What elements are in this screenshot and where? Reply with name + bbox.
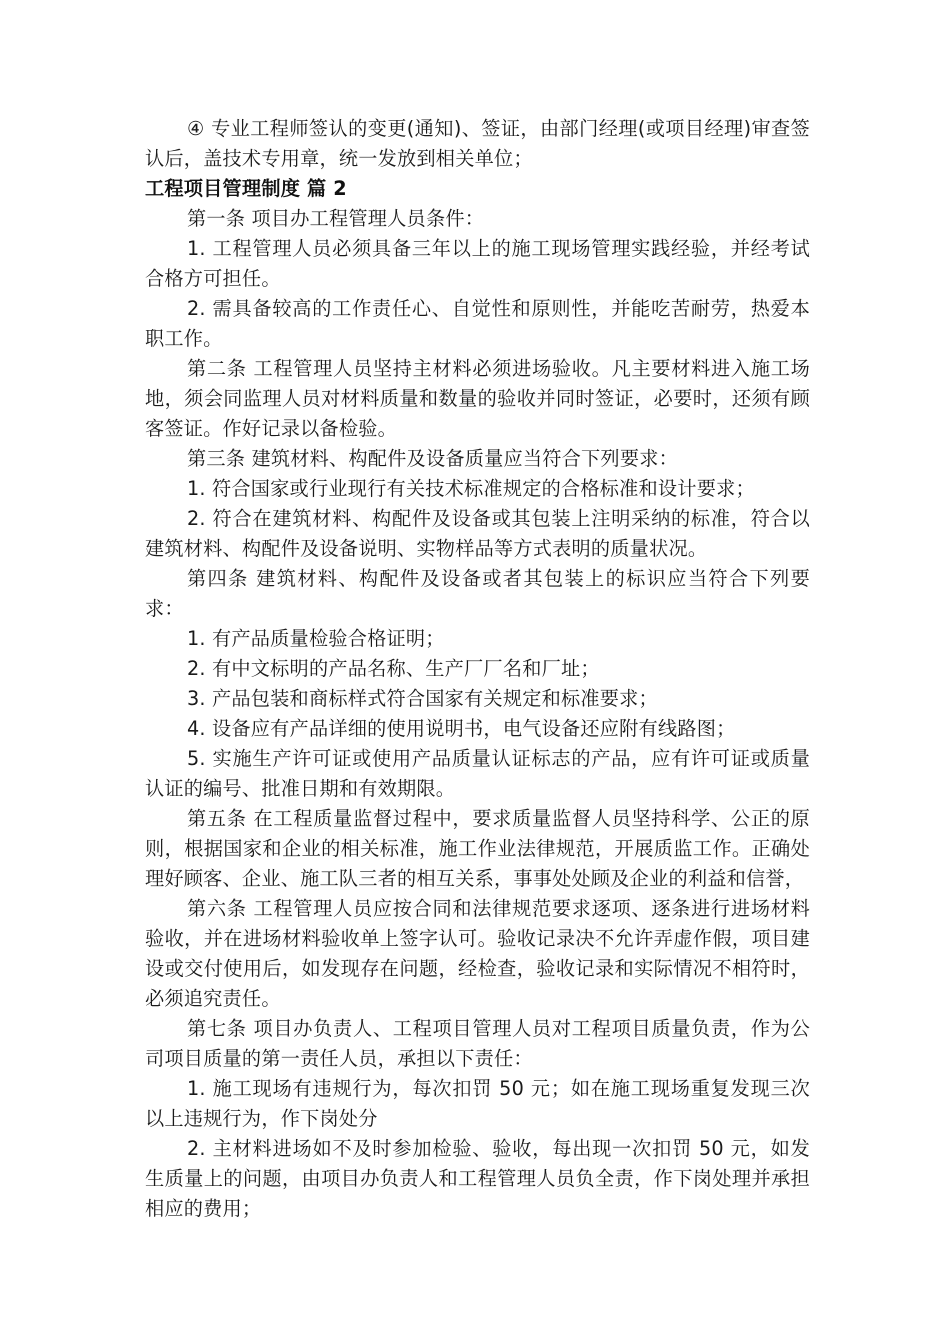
list-item: 1. 施工现场有违规行为，每次扣罚 50 元；如在施工现场重复发现三次以上违规行为，作下岗处分 <box>145 1077 810 1130</box>
list-item: 1. 有产品质量检验合格证明； <box>187 627 445 650</box>
document-body <box>145 114 810 1224</box>
article-6: 第六条 工程管理人员应按合同和法律规范要求逐项、逐条进行进场材料验收，并在进场材料验收单上签字认可。验收记录决不允许弄虚作假，项目建设或交付使用后，如发现存在问题，经检查，验收记录和实际情况不相符时，必须追究责任。 <box>145 897 810 1010</box>
list-item: 2. 符合在建筑材料、构配件及设备或其包装上注明采纳的标准，符合以建筑材料、构配件及设备说明、实物样品等方式表明的质量状况。 <box>145 507 810 560</box>
paragraph: ④ 专业工程师签认的变更(通知)、签证，由部门经理(或项目经理)审查签认后，盖技术专用章，统一发放到相关单位； <box>145 117 810 170</box>
list-item: 1. 符合国家或行业现行有关技术标准规定的合格标准和设计要求； <box>187 477 755 500</box>
article-1-title: 第一条 项目办工程管理人员条件： <box>187 207 485 230</box>
article-3-title: 第三条 建筑材料、构配件及设备质量应当符合下列要求： <box>187 447 678 470</box>
article-5: 第五条 在工程质量监督过程中，要求质量监督人员坚持科学、公正的原则，根据国家和企业的相关标准，施工作业法律规范，开展质监工作。正确处理好顾客、企业、施工队三者的相互关系，事事处处顾及企业的利益和信誉， <box>145 807 810 890</box>
list-item: 2. 有中文标明的产品名称、生产厂厂名和厂址； <box>187 657 600 680</box>
list-item: 5. 实施生产许可证或使用产品质量认证标志的产品，应有许可证或质量认证的编号、批准日期和有效期限。 <box>145 747 810 800</box>
article-2: 第二条 工程管理人员坚持主材料必须进场验收。凡主要材料进入施工场地，须会同监理人员对材料质量和数量的验收并同时签证，必要时，还须有顾客签证。作好记录以备检验。 <box>145 357 810 440</box>
list-item: 3. 产品包装和商标样式符合国家有关规定和标准要求； <box>187 687 658 710</box>
article-4-title: 第四条 建筑材料、构配件及设备或者其包装上的标识应当符合下列要求： <box>145 567 810 620</box>
section-heading: 工程项目管理制度 篇 2 <box>145 177 347 200</box>
article-7-title: 第七条 项目办负责人、工程项目管理人员对工程项目质量负责，作为公司项目质量的第一责任人员，承担以下责任： <box>145 1017 810 1070</box>
list-item: 1. 工程管理人员必须具备三年以上的施工现场管理实践经验，并经考试合格方可担任。 <box>145 237 810 290</box>
list-item: 2. 需具备较高的工作责任心、自觉性和原则性，并能吃苦耐劳，热爱本职工作。 <box>145 297 810 350</box>
list-item: 4. 设备应有产品详细的使用说明书，电气设备还应附有线路图； <box>187 717 736 740</box>
list-item: 2. 主材料进场如不及时参加检验、验收，每出现一次扣罚 50 元，如发生质量上的问题，由项目办负责人和工程管理人员负全责，作下岗处理并承担相应的费用； <box>145 1137 810 1220</box>
